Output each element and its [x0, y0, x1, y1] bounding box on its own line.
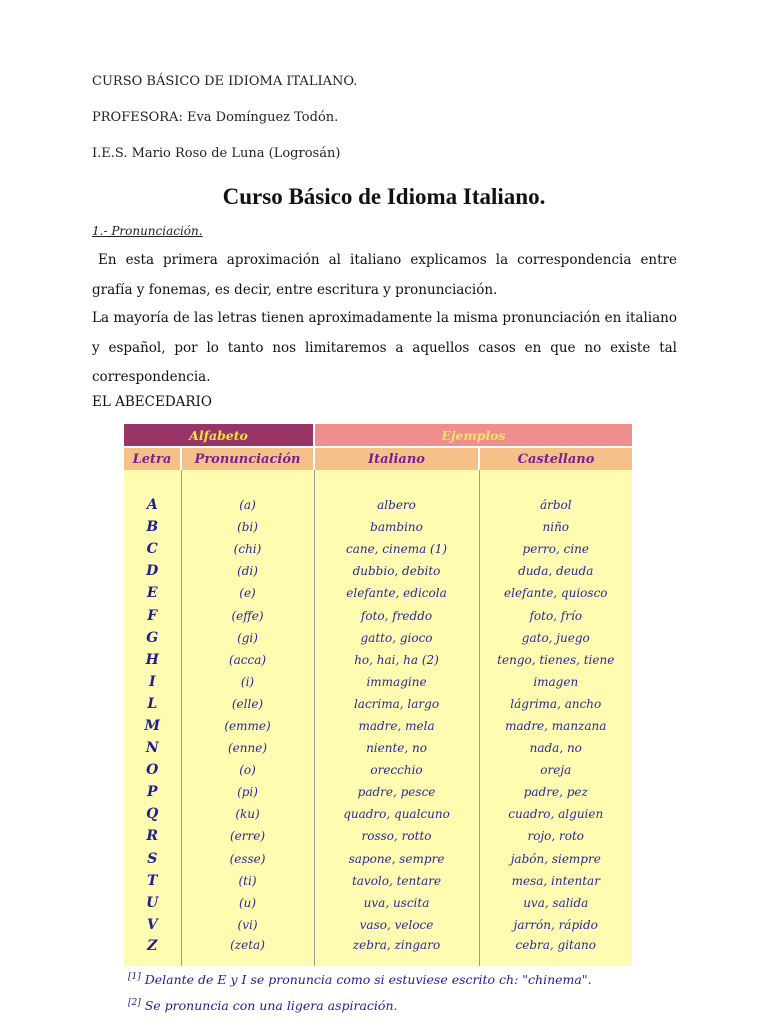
letter-cell: B — [124, 516, 181, 538]
italian-example-cell: cane, cinema (1) — [314, 538, 479, 560]
pronunciation-cell: (elle) — [181, 693, 314, 715]
letter-cell: H — [124, 649, 181, 671]
italian-example-cell: dubbio, debito — [314, 560, 479, 582]
italian-example-cell: rosso, rotto — [314, 825, 479, 847]
spanish-example-cell: duda, deuda — [479, 560, 632, 582]
pronunciation-cell: (enne) — [181, 737, 314, 759]
italian-example-cell: sapone, sempre — [314, 848, 479, 870]
column-header-pronunciacion: Pronunciación — [181, 447, 314, 470]
page-title: Curso Básico de Idioma Italiano. — [222, 184, 546, 209]
pronunciation-cell: (u) — [181, 892, 314, 914]
alphabet-table — [124, 424, 632, 966]
italian-example-cell: vaso, veloce — [314, 914, 479, 936]
italian-example-cell: padre, pesce — [314, 781, 479, 803]
spanish-example-cell: padre, pez — [479, 781, 632, 803]
table-row — [124, 693, 632, 715]
footnote-1-mark: [1] — [128, 972, 141, 982]
spanish-example-cell: rojo, roto — [479, 825, 632, 847]
italian-example-cell: orecchio — [314, 759, 479, 781]
letter-cell: A — [124, 494, 181, 516]
italian-example-cell: niente, no — [314, 737, 479, 759]
table-row — [124, 914, 632, 936]
spanish-example-cell: árbol — [479, 494, 632, 516]
spanish-example-cell: perro, cine — [479, 538, 632, 560]
letter-cell: S — [124, 848, 181, 870]
table-row — [124, 494, 632, 516]
table-row — [124, 560, 632, 582]
alphabet-heading: EL ABECEDARIO — [92, 394, 212, 410]
table-row — [124, 936, 632, 966]
italian-example-cell: gatto, gioco — [314, 627, 479, 649]
school-line: I.E.S. Mario Roso de Luna (Logrosán) — [92, 146, 341, 161]
table-row — [124, 715, 632, 737]
column-header-italiano: Italiano — [314, 447, 479, 470]
pronunciation-cell: (zeta) — [181, 936, 314, 966]
italian-example-cell: tavolo, tentare — [314, 870, 479, 892]
spanish-example-cell: uva, salida — [479, 892, 632, 914]
table-row — [124, 825, 632, 847]
pronunciation-cell: (di) — [181, 560, 314, 582]
italian-example-cell: quadro, qualcuno — [314, 803, 479, 825]
spanish-example-cell: niño — [479, 516, 632, 538]
pronunciation-cell: (ti) — [181, 870, 314, 892]
table-row — [124, 803, 632, 825]
italian-example-cell: elefante, edicola — [314, 582, 479, 604]
pronunciation-cell: (gi) — [181, 627, 314, 649]
table-row — [124, 870, 632, 892]
letter-cell: V — [124, 914, 181, 936]
footnote-2 — [128, 998, 397, 1013]
spanish-example-cell: oreja — [479, 759, 632, 781]
footnote-2-mark: [2] — [128, 998, 141, 1008]
spanish-example-cell: madre, manzana — [479, 715, 632, 737]
course-header-line: CURSO BÁSICO DE IDIOMA ITALIANO. — [92, 74, 358, 89]
italian-example-cell: lacrima, largo — [314, 693, 479, 715]
letter-cell: I — [124, 671, 181, 693]
letter-cell: D — [124, 560, 181, 582]
footnote-1 — [128, 972, 592, 987]
pronunciation-cell: (acca) — [181, 649, 314, 671]
table-row — [124, 737, 632, 759]
spanish-example-cell: nada, no — [479, 737, 632, 759]
spanish-example-cell: elefante, quiosco — [479, 582, 632, 604]
table-row — [124, 604, 632, 626]
header-ejemplos: Ejemplos — [314, 424, 632, 447]
letter-cell: Z — [124, 936, 181, 966]
header-alfabeto: Alfabeto — [124, 424, 314, 447]
spanish-example-cell: mesa, intentar — [479, 870, 632, 892]
letter-cell: F — [124, 604, 181, 626]
pronunciation-cell: (bi) — [181, 516, 314, 538]
pronunciation-cell: (o) — [181, 759, 314, 781]
spanish-example-cell: imagen — [479, 671, 632, 693]
pronunciation-cell: (chi) — [181, 538, 314, 560]
column-header-castellano: Castellano — [479, 447, 632, 470]
letter-cell: P — [124, 781, 181, 803]
pronunciation-cell: (ku) — [181, 803, 314, 825]
spacer-row — [124, 470, 632, 494]
letter-cell: R — [124, 825, 181, 847]
letter-cell: G — [124, 627, 181, 649]
table-row — [124, 582, 632, 604]
table-row — [124, 892, 632, 914]
italian-example-cell: ho, hai, ha (2) — [314, 649, 479, 671]
table-row — [124, 649, 632, 671]
italian-example-cell: foto, freddo — [314, 604, 479, 626]
table-row — [124, 781, 632, 803]
letter-cell: U — [124, 892, 181, 914]
table-row — [124, 627, 632, 649]
intro-paragraph: En esta primera aproximación al italiano explicamos la correspondencia entre grafía y fonemas, es decir, entre escritura y pronunciación. — [92, 252, 677, 298]
table-row — [124, 848, 632, 870]
group-header-row — [124, 424, 632, 447]
letter-cell: C — [124, 538, 181, 560]
letter-cell: L — [124, 693, 181, 715]
pronunciation-cell: (erre) — [181, 825, 314, 847]
spanish-example-cell: cebra, gitano — [479, 936, 632, 966]
letter-cell: E — [124, 582, 181, 604]
table-row — [124, 516, 632, 538]
spanish-example-cell: lágrima, ancho — [479, 693, 632, 715]
table-row — [124, 671, 632, 693]
pronunciation-cell: (pi) — [181, 781, 314, 803]
letter-cell: N — [124, 737, 181, 759]
pronunciation-cell: (emme) — [181, 715, 314, 737]
italian-example-cell: madre, mela — [314, 715, 479, 737]
spanish-example-cell: jabón, siempre — [479, 848, 632, 870]
spanish-example-cell: tengo, tienes, tiene — [479, 649, 632, 671]
section-heading: 1.- Pronunciación. — [92, 224, 203, 238]
letter-cell: T — [124, 870, 181, 892]
column-header-row — [124, 447, 632, 470]
spanish-example-cell: foto, frío — [479, 604, 632, 626]
footnote-2-text: Se pronuncia con una ligera aspiración. — [144, 998, 398, 1014]
letter-cell: Q — [124, 803, 181, 825]
footnote-1-text: Delante de E y I se pronuncia como si estuviese escrito ch: "chinema". — [144, 972, 592, 988]
spanish-example-cell: cuadro, alguien — [479, 803, 632, 825]
letters-paragraph: La mayoría de las letras tienen aproximadamente la misma pronunciación en italiano y español, por lo tanto nos limitaremos a aquellos casos en que no existe tal correspondencia. — [92, 310, 677, 385]
italian-example-cell: albero — [314, 494, 479, 516]
italian-example-cell: immagine — [314, 671, 479, 693]
pronunciation-cell: (vi) — [181, 914, 314, 936]
spanish-example-cell: jarrón, rápido — [479, 914, 632, 936]
pronunciation-cell: (i) — [181, 671, 314, 693]
letter-cell: O — [124, 759, 181, 781]
table-row — [124, 538, 632, 560]
italian-example-cell: bambino — [314, 516, 479, 538]
italian-example-cell: zebra, zingaro — [314, 936, 479, 966]
teacher-line: PROFESORA: Eva Domínguez Todón. — [92, 110, 339, 125]
pronunciation-cell: (a) — [181, 494, 314, 516]
italian-example-cell: uva, uscita — [314, 892, 479, 914]
letter-cell: M — [124, 715, 181, 737]
pronunciation-cell: (e) — [181, 582, 314, 604]
column-header-letra: Letra — [124, 447, 181, 470]
pronunciation-cell: (esse) — [181, 848, 314, 870]
spanish-example-cell: gato, juego — [479, 627, 632, 649]
table-row — [124, 759, 632, 781]
pronunciation-cell: (effe) — [181, 604, 314, 626]
